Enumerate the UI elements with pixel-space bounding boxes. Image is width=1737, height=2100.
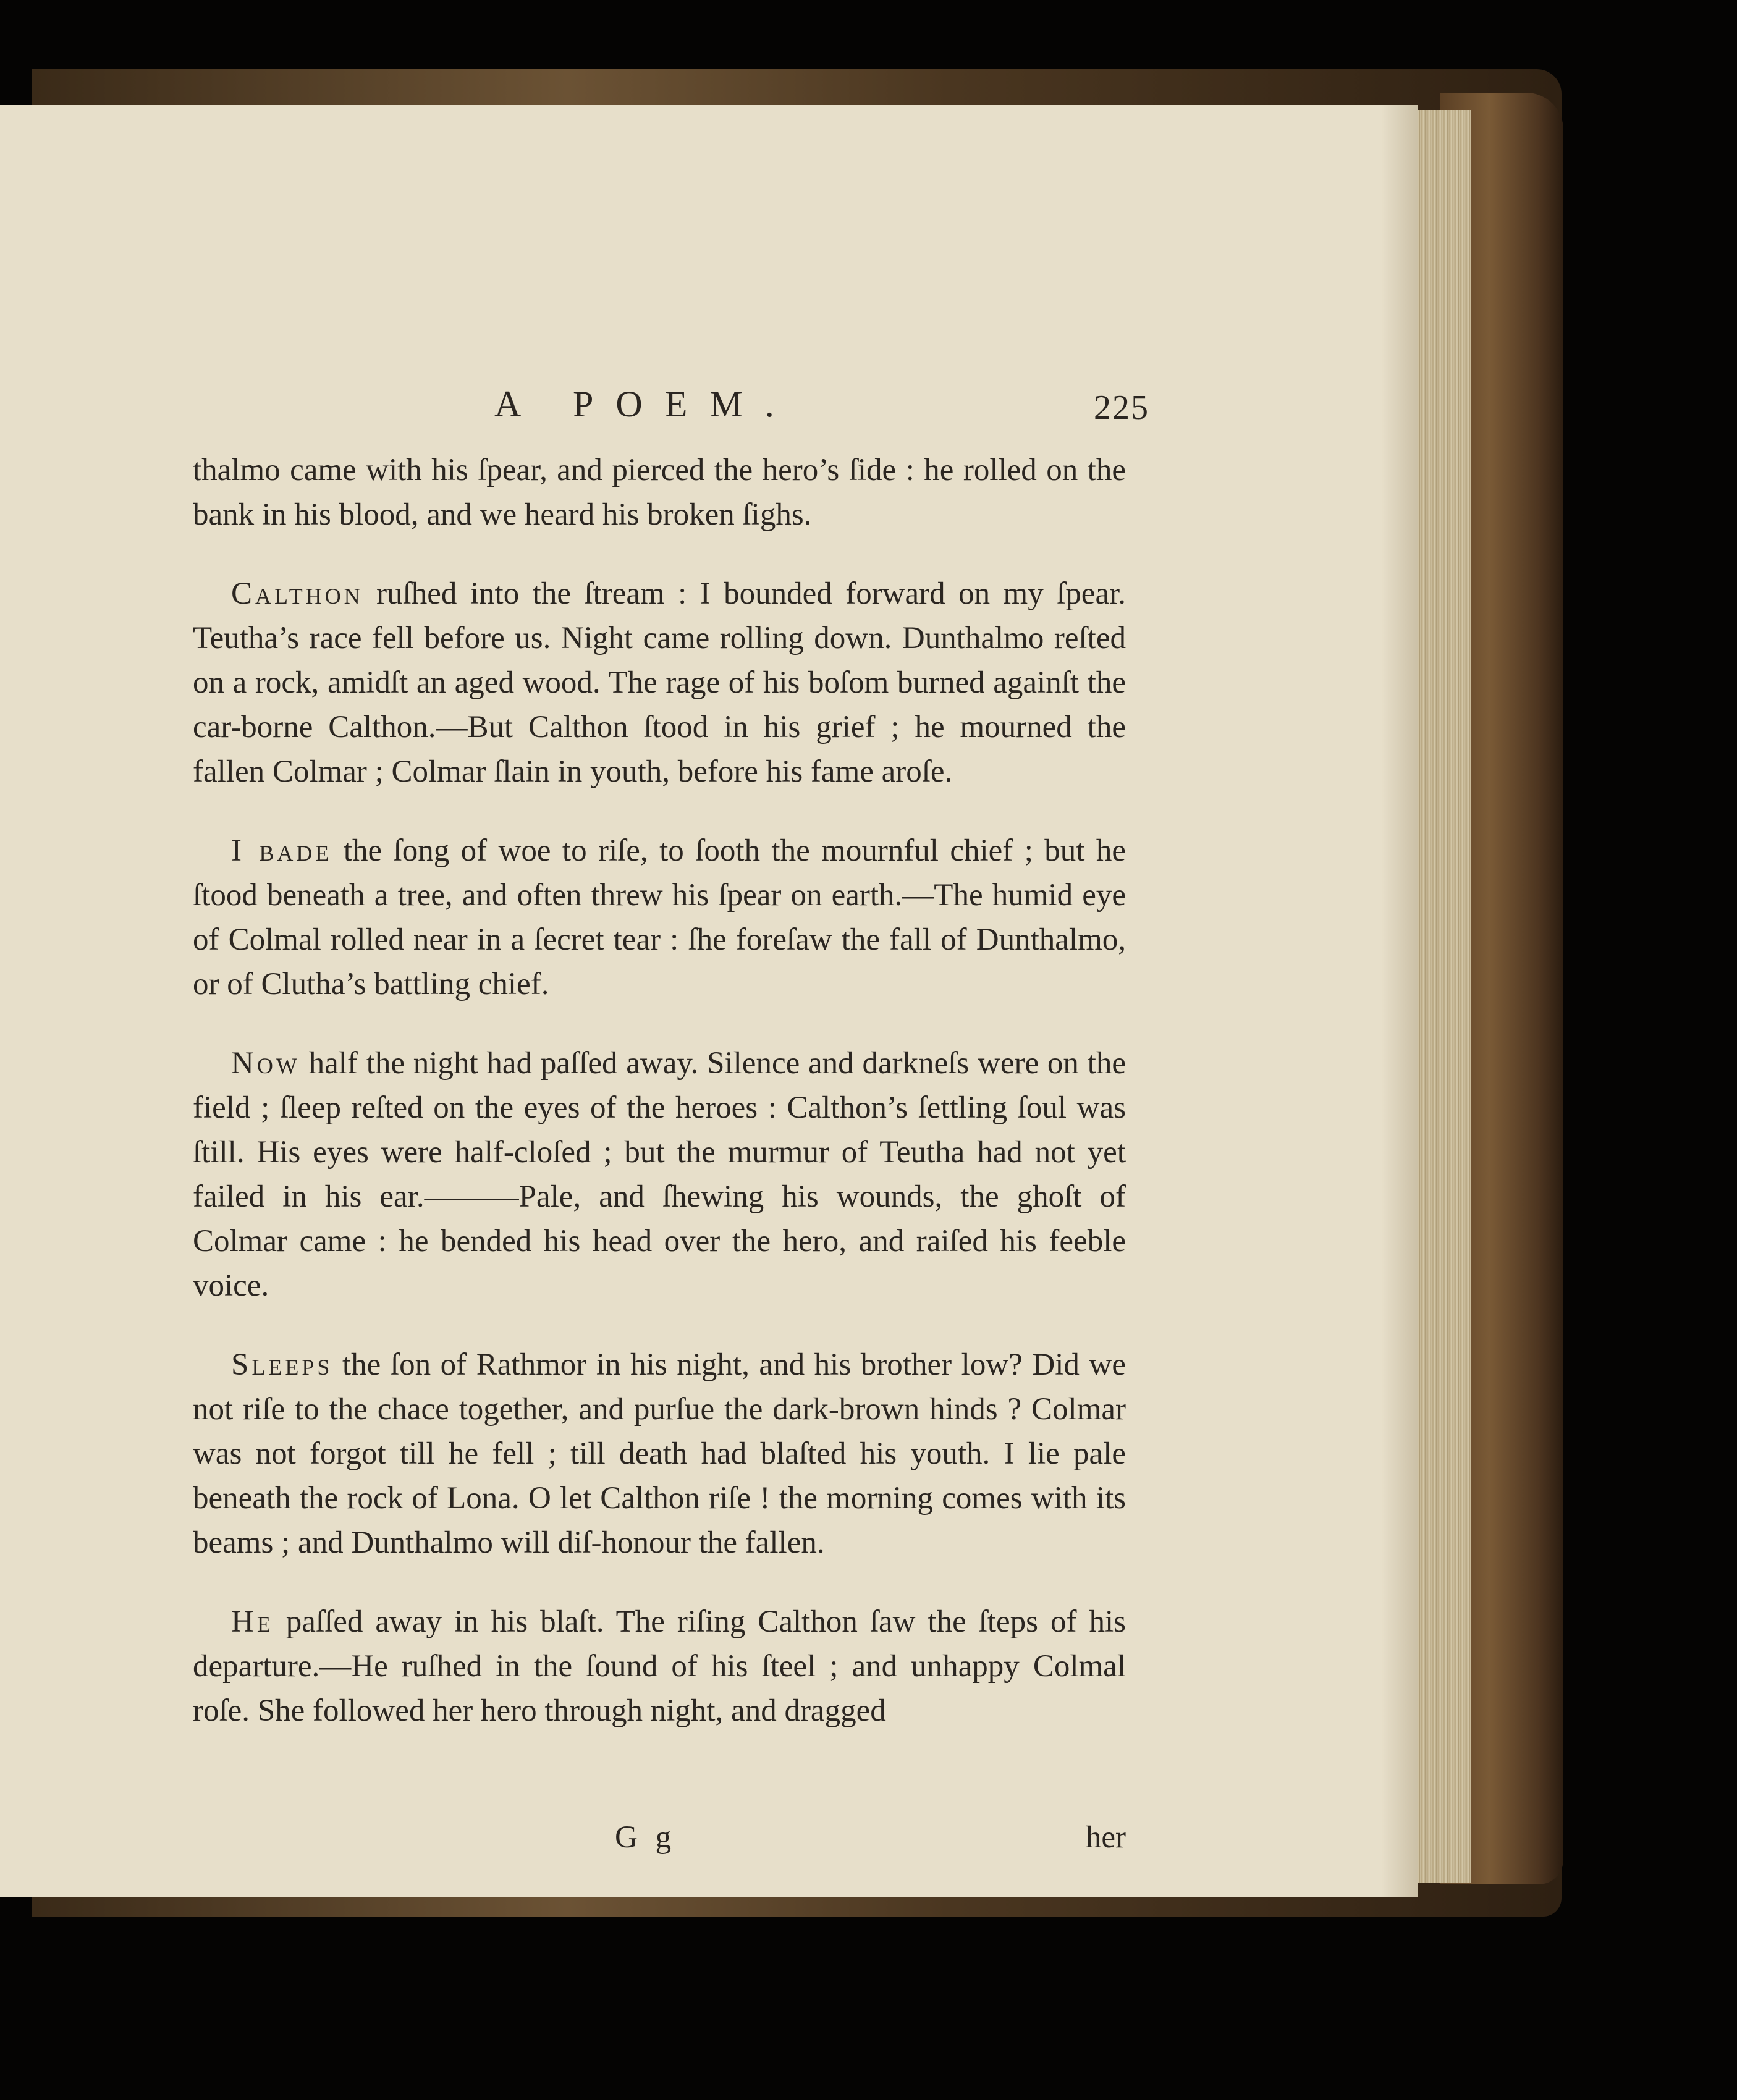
book-page	[0, 105, 1418, 1897]
paragraph-text: paſſed away in his blaſt. The riſing Calthon ſaw the ſteps of his departure.—He ruſhed in the ſound of his ſteel ; and unhappy Colmal roſe. She followed her hero through night, and dragged	[193, 1605, 1126, 1728]
catchword: her	[1085, 1820, 1126, 1855]
paragraph-text: the ſong of woe to riſe, to ſooth the mournful chief ; but he ſtood beneath a tree, and often threw his ſpear on earth.—The humid eye of Colmal rolled near in a ſecret tear : ſhe foreſaw the fall of Dunthalmo, or of Clutha’s battling chief.	[193, 833, 1126, 1002]
paragraph-lead: He	[231, 1605, 274, 1639]
signature-mark: G g	[615, 1820, 677, 1855]
page-footer	[193, 1820, 1126, 1863]
page-header	[494, 383, 1149, 432]
paragraph-lead: Calthon	[231, 576, 363, 611]
paragraph	[193, 1041, 1126, 1308]
page-number: 225	[1094, 389, 1149, 427]
paragraph	[193, 829, 1126, 1006]
paragraph-lead: Now	[231, 1046, 300, 1081]
paragraph-lead: Sleeps	[231, 1347, 333, 1382]
paragraph	[193, 448, 1126, 537]
paragraph	[193, 1343, 1126, 1565]
paragraph-text: the ſon of Rathmor in his night, and his brother low? Did we not riſe to the chace together, and purſue the dark-brown hinds ? Colmar was not forgot till he fell ; till death had blaſted his youth. I lie pale beneath the rock of Lona. O let Calthon riſe ! the morning comes with its beams ; and Dunthalmo will diſ-honour the fallen.	[193, 1347, 1126, 1560]
paragraph-lead: I bade	[231, 833, 332, 868]
paragraph-text: thalmo came with his ſpear, and pierced the hero’s ſide : he rolled on the bank in his blood, and we heard his broken ſighs.	[193, 453, 1126, 532]
paragraph	[193, 1600, 1126, 1733]
body-text	[193, 448, 1126, 1768]
paragraph	[193, 571, 1126, 794]
page-fore-edge	[1409, 110, 1471, 1883]
paragraph-text: half the night had paſſed away. Silence and darkneſs were on the field ; ſleep reſted on the eyes of the heroes : Calthon’s ſettling ſoul was ſtill. His eyes were half-cloſed ; but the murmur of Teutha had not yet failed in his ear.———Pale, and ſhewing his wounds, the ghoſt of Colmar came : he bended his head over the hero, and raiſed his feeble voice.	[193, 1046, 1126, 1303]
paragraph-text: ruſhed into the ſtream : I bounded forward on my ſpear. Teutha’s race fell before us. Night came rolling down. Dunthalmo reſted on a rock, amidſt an aged wood. The rage of his boſom burned againſt the car-borne Calthon.—But Calthon ſtood in his grief ; he mourned the fallen Colmar ; Colmar ſlain in youth, before his fame aroſe.	[193, 576, 1126, 789]
running-title: A POEM.	[494, 384, 797, 424]
